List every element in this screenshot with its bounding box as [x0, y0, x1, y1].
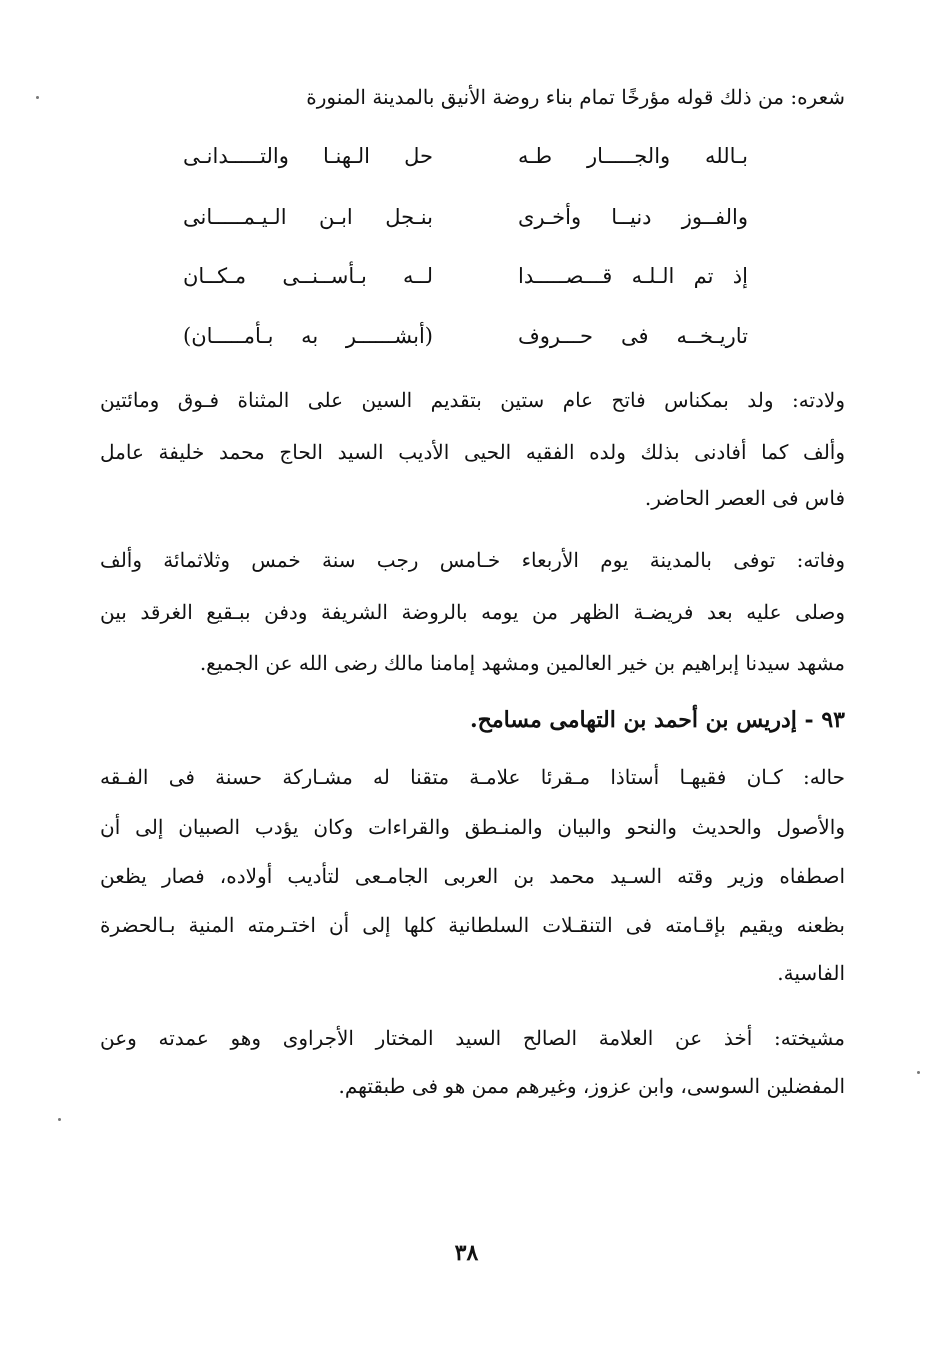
paragraph-line: فاس فى العصر الحاضر. — [644, 486, 845, 510]
poem-verse — [183, 199, 748, 235]
verse-second-hemistich: بنـجل ابـن الـيـمـــــانى — [183, 205, 433, 229]
verse-first-hemistich: والفــوز دنيــا وأخـرى — [518, 205, 748, 229]
paragraph-line: وفاته: توفى بالمدينة يوم الأربعاء خـامس رجب سنة خمس وثلاثمائة وألف — [100, 548, 845, 572]
paragraph-line: بظعنه ويقيم بإقـامته فى التنقـلات السلطانية كلها إلى أن اختـرمته المنية بـالحضرة — [100, 913, 845, 937]
poem-verse — [183, 258, 748, 294]
page-number: ٣٨ — [454, 1240, 479, 1266]
paragraph-line: ولادته: ولد بمكناس فاتح عام ستين بتقديم السين على المثناة فـوق ومائتين — [100, 388, 845, 412]
paragraph-line: مشيخته: أخذ عن العلامة الصالح السيد المختار الأجراوى وهو عمدته وعن — [100, 1026, 845, 1050]
verse-second-hemistich: (أبشــــــر به بـأمـــــان) — [183, 324, 433, 348]
poem-intro-text: من ذلك قوله مؤرخًا تمام بناء روضة الأنيق بالمدينة المنورة — [306, 85, 784, 109]
poem-intro-label: شعره: — [790, 85, 845, 109]
paragraph-line: والأصول والحديث والنحو والبيان والمنـطق والقراءات وكان يؤدب الصبيان إلى أن — [100, 815, 845, 839]
paragraph-line: وألف كما أفادنى بذلك ولده الفقيه الحيى الأديب السيد الحاج محمد خليفة عامل — [100, 440, 845, 464]
scan-speck — [58, 1118, 61, 1121]
verse-second-hemistich: لــه بـأســنــى مـكــان — [183, 264, 433, 288]
paragraph-line: مشهد سيدنا إبراهيم بن خير العالمين ومشهد إمامنا مالك رضى الله عن الجميع. — [199, 651, 845, 675]
poem-intro-line — [100, 82, 845, 112]
verse-second-hemistich: حل الـهنـا والتـــــدانـى — [183, 144, 433, 168]
entry-heading: ٩٣ - إدريس بن أحمد بن التهامى مسامح. — [470, 707, 845, 733]
scan-speck — [917, 1071, 920, 1074]
verse-first-hemistich: إذ تم الـلـه قـــصـــــدا — [518, 264, 748, 288]
paragraph-line: الفاسية. — [777, 961, 845, 985]
paragraph-line: وصلى عليه بعد فريضـة الظهر من يومه بالروضة الشريفة ودفن ببـقيع الغرقد بين — [100, 600, 845, 624]
verse-first-hemistich: بـالله والجـــــار طـه — [518, 144, 748, 168]
verse-first-hemistich: تاريـخــه فى حـــروف — [518, 324, 748, 348]
poem-verse — [183, 138, 748, 174]
paragraph-line: اصطفاه وزير وقته السـيد محمد بن العربى الجامـعى لتأديب أولاده، فصار يظعن — [100, 864, 845, 888]
paragraph-line: حاله: كـان فقيهـا أستاذا مـقرئا علامـة متقنا له مشـاركة حسنة فى الفـقه — [100, 765, 845, 789]
scan-speck — [36, 96, 39, 99]
poem-verse — [183, 318, 748, 354]
paragraph-line: المفضلين السوسى، وابن عزوز، وغيرهم ممن هو فى طبقتهم. — [338, 1074, 845, 1098]
